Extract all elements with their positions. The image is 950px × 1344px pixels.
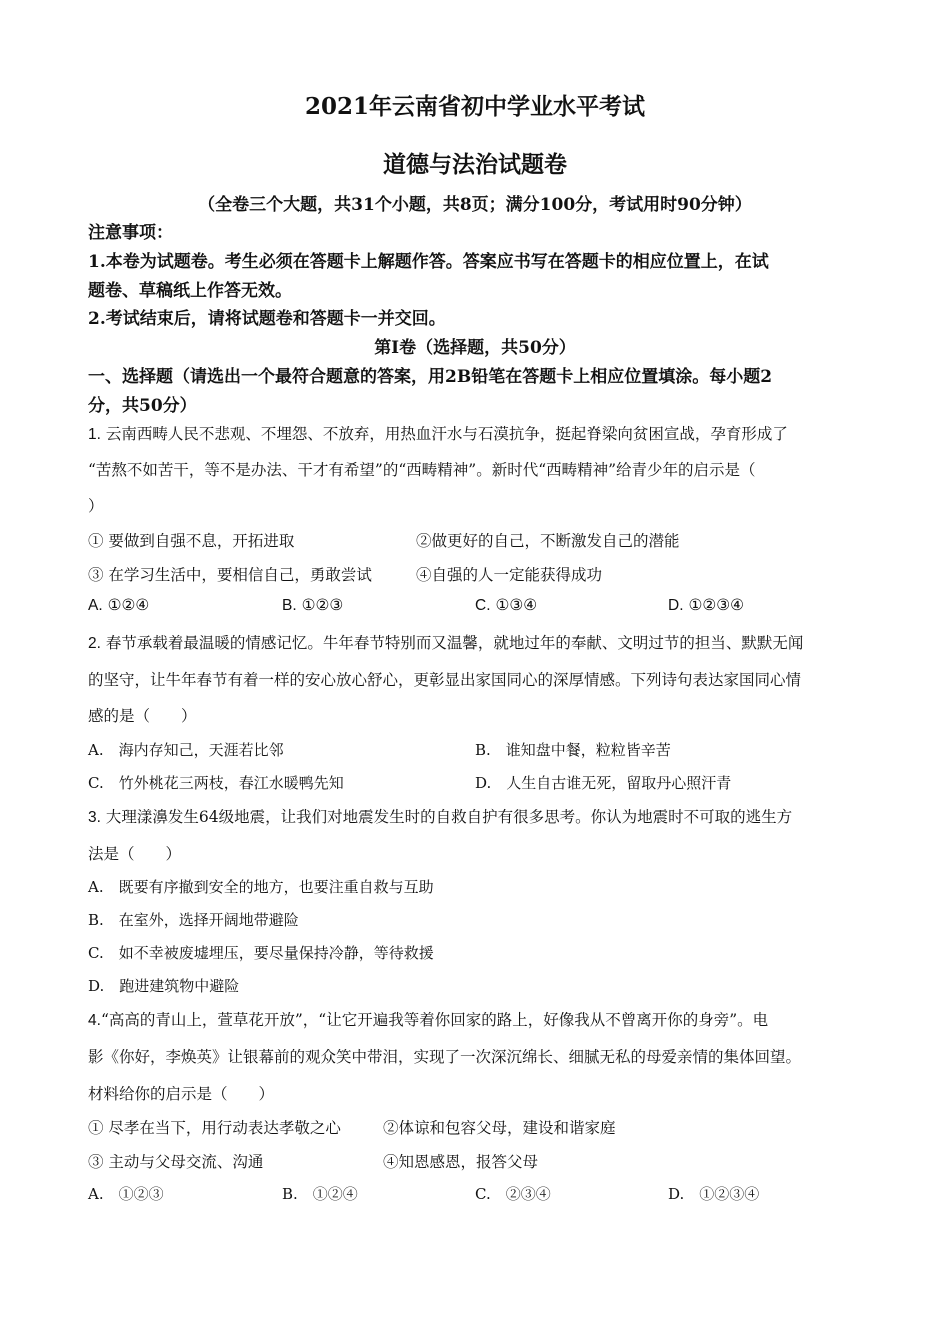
question-number: 1. (88, 426, 101, 443)
q1-statement-1: ① 要做到自强不息，开拓进取 (88, 532, 295, 550)
q1-option-b: B. ①②③ (282, 596, 344, 614)
question-2-line-2: 的坚守，让牛年春节有着一样的安心放心舒心，更彰显出家国同心的深厚情感。下列诗句表达家国同心情 (88, 671, 802, 689)
q4-option-c: C. ②③④ (475, 1185, 551, 1203)
q4-option-b: B. ①②④ (282, 1185, 358, 1203)
question-4-line-2: 影《你好，李焕英》让银幕前的观众笑中带泪，实现了一次深沉绵长、细腻无私的母爱亲情的集体回望。 (88, 1048, 802, 1066)
question-1-line-1: 1. 云南西畴人民不悲观、不埋怨、不放弃，用热血汗水与石漠抗争，挺起脊梁向贫困宣战，孕育形成了 (88, 425, 788, 443)
exam-title: 2021年云南省初中学业水平考试 (304, 93, 645, 120)
q2-option-a: A. 海内存知己，天涯若比邻 (88, 741, 284, 759)
q3-option-d: D. 跑进建筑物中避险 (88, 977, 240, 995)
question-4-line-1: 4.“高高的青山上，萱草花开放”，“让它开遍我等着你回家的路上，好像我从不曾离开你的身旁”。电 (88, 1011, 769, 1029)
q2-option-d: D. 人生自古谁无死，留取丹心照汗青 (475, 774, 732, 792)
question-4-line-3: 材料给你的启示是（ ） (88, 1085, 275, 1103)
q4-statement-1: ① 尽孝在当下，用行动表达孝敬之心 (88, 1119, 341, 1137)
exam-subtitle: （全卷三个大题，共31个小题，共8页；满分100分，考试用时90分钟） (198, 195, 752, 215)
q3-option-a: A. 既要有序撤到安全的地方，也要注重自救与互助 (88, 878, 434, 896)
q3-option-c: C. 如不幸被废墟埋压，要尽量保持冷静，等待救援 (88, 944, 434, 962)
q2-option-b: B. 谁知盘中餐，粒粒皆辛苦 (475, 741, 671, 759)
q4-statement-4: ④知恩感恩，报答父母 (383, 1153, 539, 1171)
q1-option-d: D. ①②③④ (668, 596, 745, 614)
q4-option-d: D. ①②③④ (668, 1185, 760, 1203)
notice-item-1-line-1: 1.本卷为试题卷。考生必须在答题卡上解题作答。答案应书写在答题卡的相应位置上，在试 (88, 252, 769, 272)
q1-statement-4: ④自强的人一定能获得成功 (416, 566, 603, 584)
q4-statement-3: ③ 主动与父母交流、沟通 (88, 1153, 264, 1171)
q3-option-b: B. 在室外，选择开阔地带避险 (88, 911, 299, 929)
q2-option-c: C. 竹外桃花三两枝，春江水暖鸭先知 (88, 774, 344, 792)
section-instructions-line-1: 一、选择题（请选出一个最符合题意的答案，用2B铅笔在答题卡上相应位置填涂。每小题2 (88, 367, 773, 387)
q1-option-a: A. ①②④ (88, 596, 150, 614)
notice-item-1-line-2: 题卷、草稿纸上作答无效。 (88, 281, 292, 301)
question-number: 3. (88, 809, 101, 826)
q1-statement-2: ②做更好的自己，不断激发自己的潜能 (416, 532, 680, 550)
q1-statement-3: ③ 在学习生活中，要相信自己，勇敢尝试 (88, 566, 372, 584)
question-3-line-2: 法是（ ） (88, 845, 182, 863)
notice-item-2: 2.考试结束后，请将试题卷和答题卡一并交回。 (88, 309, 446, 329)
question-2-line-1: 2. 春节承载着最温暖的情感记忆。牛年春节特别而又温馨，就地过年的奉献、文明过节的担当、默默无闻 (88, 634, 804, 652)
part-heading: 第Ⅰ卷（选择题，共50分） (374, 338, 576, 358)
notice-heading: 注意事项： (88, 223, 173, 243)
q4-option-a: A. ①②③ (88, 1185, 164, 1203)
question-1-line-3: ） (88, 497, 104, 515)
question-number: 2. (88, 635, 101, 652)
q1-option-c: C. ①③④ (475, 596, 538, 614)
subject-title: 道德与法治试题卷 (383, 151, 567, 178)
question-1-line-2: “苦熬不如苦干，等不是办法、干才有希望”的“西畴精神”。新时代“西畴精神”给青少年的启示是（ (88, 461, 756, 479)
q4-statement-2: ②体谅和包容父母，建设和谐家庭 (383, 1119, 616, 1137)
section-instructions-line-2: 分，共50分） (88, 396, 197, 416)
question-2-line-3: 感的是（ ） (88, 707, 197, 725)
question-number: 4. (88, 1012, 101, 1029)
question-3-line-1: 3. 大理漾濞发生64级地震，让我们对地震发生时的自救自护有很多思考。你认为地震时不可取的逃生方 (88, 808, 793, 826)
